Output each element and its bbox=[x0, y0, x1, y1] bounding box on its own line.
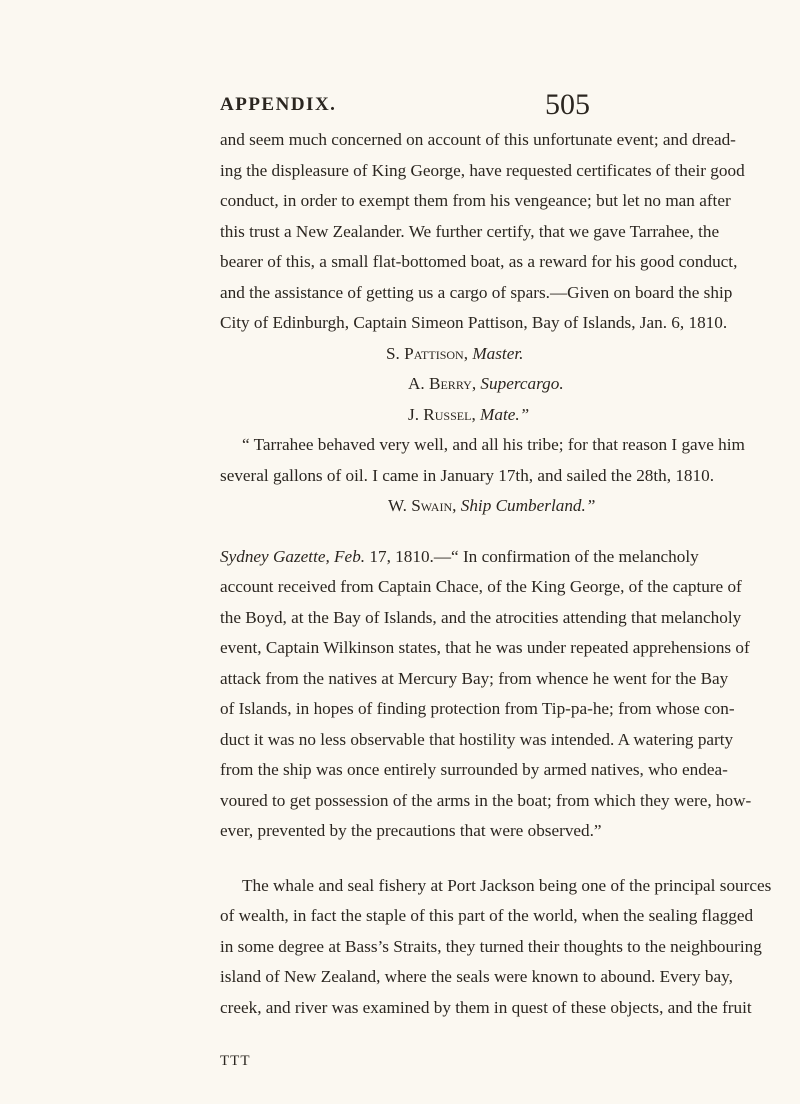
text-line: City of Edinburgh, Captain Simeon Pattison, Bay of Islands, Jan. 6, 1810. bbox=[220, 313, 728, 332]
gazette-source: Sydney Gazette, Feb. bbox=[220, 546, 366, 566]
signature-mark: TTT bbox=[220, 1053, 251, 1069]
text-line: voured to get possession of the arms in the boat; from which they were, how- bbox=[220, 790, 752, 810]
text-line: event, Captain Wilkinson states, that he was under repeated apprehensions of bbox=[220, 638, 750, 657]
text-line: bearer of this, a small flat-bottomed boat, as a reward for his good conduct, bbox=[220, 252, 738, 271]
text-line: and seem much concerned on account of this unfortunate event; and dread- bbox=[220, 130, 736, 149]
signature-swain: W. Swain, Ship Cumberland.” bbox=[388, 496, 596, 515]
text-line: this trust a New Zealander. We further certify, that we gave Tarrahee, the bbox=[220, 221, 720, 241]
gazette-line bbox=[220, 542, 699, 573]
text-line: duct it was no less observable that hostility was intended. A watering party bbox=[220, 729, 734, 749]
text-line: in some degree at Bass’s Straits, they turned their thoughts to the neighbouring bbox=[220, 936, 762, 956]
signature-berry: A. Berry, Supercargo. bbox=[408, 374, 564, 393]
text-line: attack from the natives at Mercury Bay; from whence he went for the Bay bbox=[220, 668, 729, 688]
paragraph-gap bbox=[220, 522, 654, 542]
paragraph-gap bbox=[220, 847, 654, 871]
body-text bbox=[220, 125, 772, 1023]
text-line: of wealth, in fact the staple of this part of the world, when the sealing flagged bbox=[220, 906, 754, 925]
page-number: 505 bbox=[545, 88, 590, 121]
running-title: APPENDIX. bbox=[220, 94, 337, 115]
text-line: of Islands, in hopes of finding protection from Tip-pa-he; from whose con- bbox=[220, 699, 735, 718]
signature-pattison: S. Pattison, Master. bbox=[386, 343, 524, 363]
text-line: from the ship was once entirely surrounded by armed natives, who endea- bbox=[220, 760, 728, 779]
text-line: account received from Captain Chace, of the King George, of the capture of bbox=[220, 577, 742, 596]
text-line: island of New Zealand, where the seals were known to abound. Every bay, bbox=[220, 967, 733, 986]
text-line: ever, prevented by the precautions that were observed.” bbox=[220, 821, 602, 840]
gazette-rest: 17, 1810.—“ In confirmation of the melancholy bbox=[365, 546, 699, 566]
text-line: the Boyd, at the Bay of Islands, and the atrocities attending that melancholy bbox=[220, 607, 742, 627]
text-line: “ Tarrahee behaved very well, and all his tribe; for that reason I gave him bbox=[242, 435, 745, 454]
text-line: ing the displeasure of King George, have requested certificates of their good bbox=[220, 160, 745, 180]
text-line: several gallons of oil. I came in January 17th, and sailed the 28th, 1810. bbox=[220, 465, 715, 485]
page-header bbox=[220, 88, 590, 124]
signature-russel: J. Russel, Mate.” bbox=[408, 404, 530, 424]
text-line: The whale and seal fishery at Port Jackson being one of the principal sources bbox=[242, 875, 772, 895]
text-line: and the assistance of getting us a cargo of spars.—Given on board the ship bbox=[220, 282, 733, 302]
text-line: conduct, in order to exempt them from his vengeance; but let no man after bbox=[220, 191, 731, 210]
text-line: creek, and river was examined by them in quest of these objects, and the fruit bbox=[220, 997, 752, 1017]
